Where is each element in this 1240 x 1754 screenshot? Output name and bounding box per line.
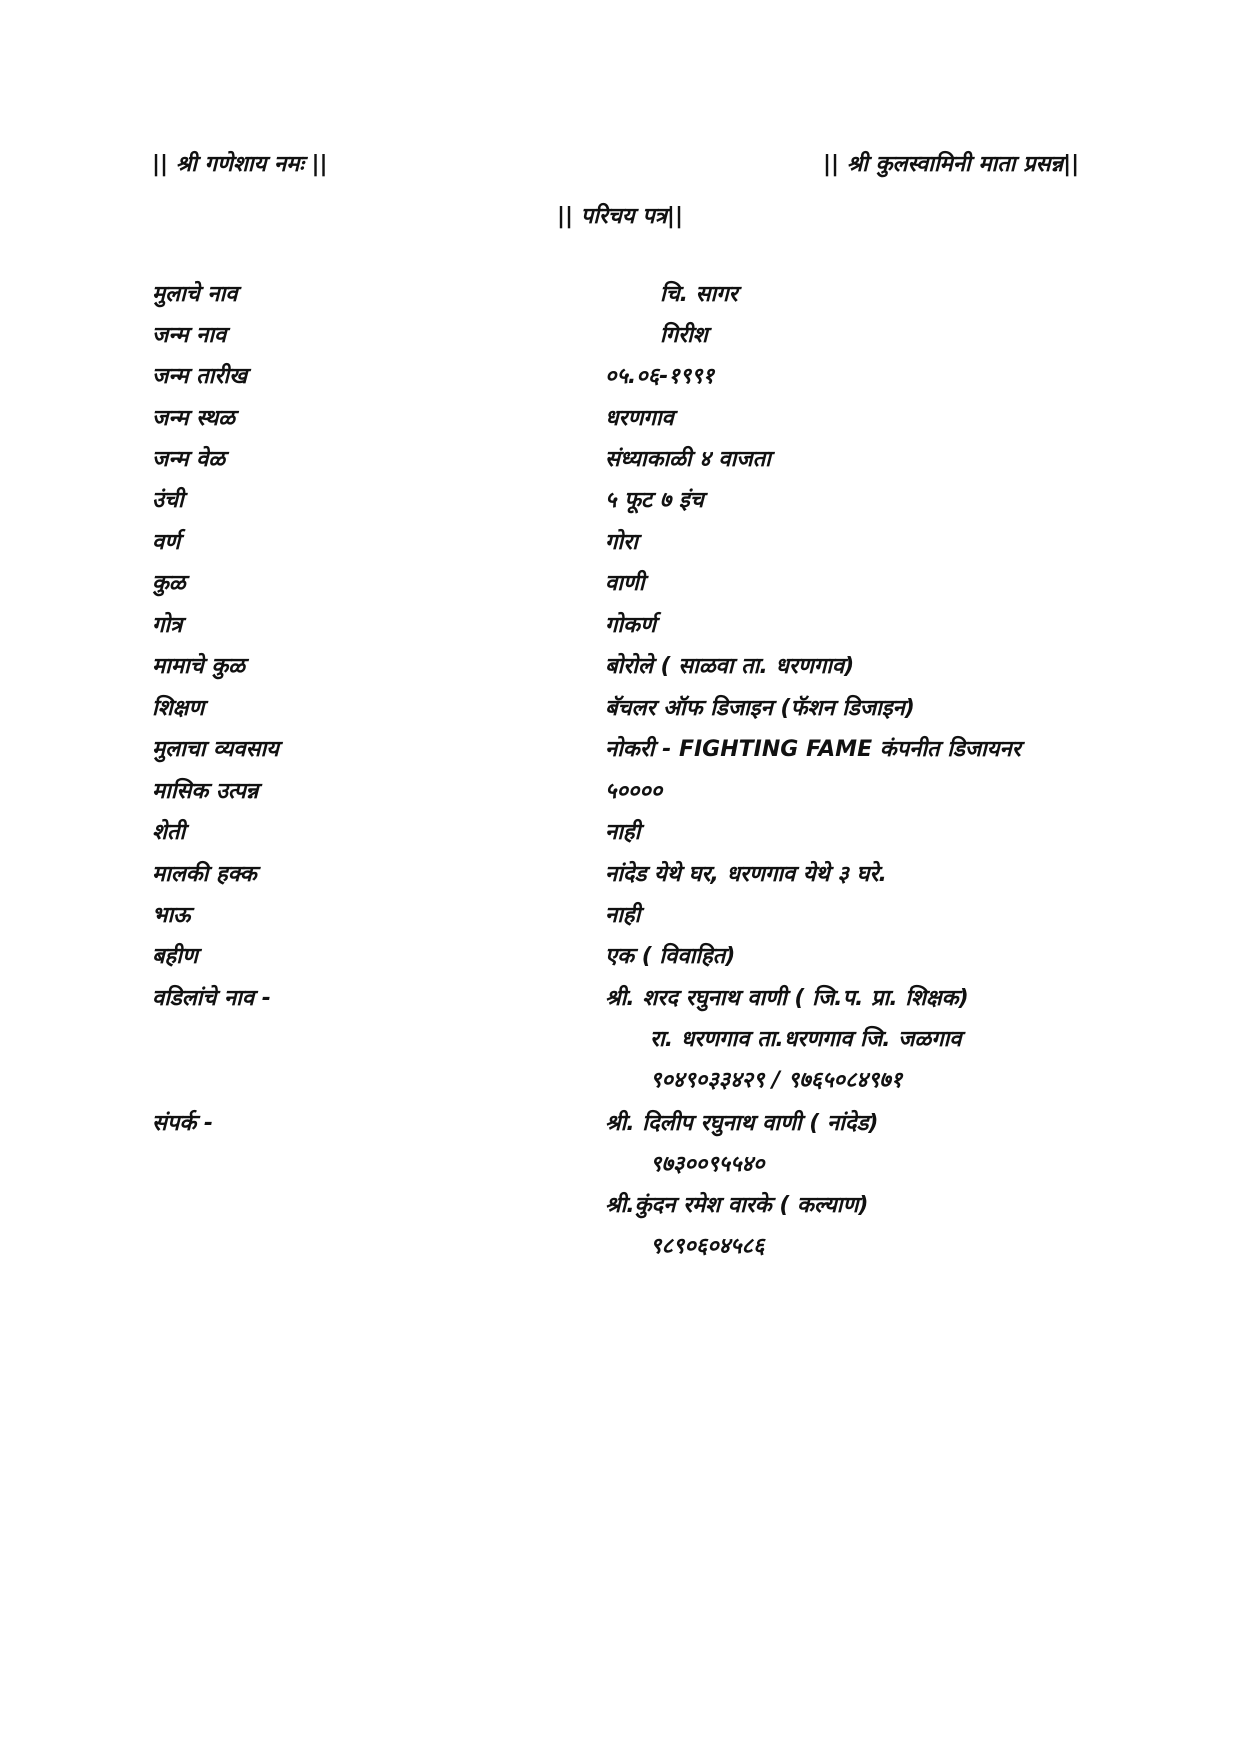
label-brother: भाऊ (152, 903, 191, 928)
father-address: रा. धरणगाव ता.धरणगाव जि. जळगाव (650, 1027, 962, 1052)
value-father-name: श्री. शरद रघुनाथ वाणी ( जि.प. प्रा. शिक्षक) (605, 986, 969, 1011)
contact-person2-phone: ९८९०६०४५८६ (650, 1234, 765, 1259)
contact-person1-name: श्री. दिलीप रघुनाथ वाणी ( नांदेड) (605, 1111, 879, 1136)
value-maternal-clan: बोरोले ( साळवा ता. धरणगाव) (605, 654, 855, 679)
label-birth-date: जन्म तारीख (152, 364, 248, 389)
value-education: बॅचलर ऑफ डिजाइन (फॅशन डिजाइन) (605, 696, 915, 721)
label-birth-name: जन्म नाव (152, 323, 227, 348)
label-monthly-income: मासिक उत्पन्न (152, 779, 259, 804)
label-contact: संपर्क - (152, 1111, 214, 1136)
value-birth-name: गिरीश (660, 323, 708, 348)
label-property: मालकी हक्क (152, 862, 257, 887)
value-birth-place: धरणगाव (605, 406, 674, 431)
label-sister: बहीण (152, 944, 198, 969)
label-occupation: मुलाचा व्यवसाय (152, 737, 279, 762)
label-height: उंची (152, 488, 184, 513)
document-title: || परिचय पत्र|| (556, 204, 684, 229)
invocation-left: || श्री गणेशाय नमः || (152, 152, 328, 177)
value-gotra: गोकर्ण (605, 613, 656, 638)
label-farming: शेती (152, 820, 186, 845)
value-monthly-income: ५०००० (605, 779, 663, 804)
value-height: ५ फूट ७ इंच (605, 488, 704, 513)
label-birth-time: जन्म वेळ (152, 447, 226, 472)
label-education: शिक्षण (152, 696, 205, 721)
label-boy-name: मुलाचे नाव (152, 282, 238, 307)
value-brother: नाही (605, 903, 641, 928)
label-gotra: गोत्र (152, 613, 183, 638)
contact-person2-name: श्री.कुंदन रमेश वारके ( कल्याण) (605, 1193, 869, 1218)
value-property: नांदेड येथे घर, धरणगाव येथे ३ घरे. (605, 862, 887, 887)
contact-person1-phone: ९७३००९५५४० (650, 1152, 765, 1177)
label-maternal-clan: मामाचे कुळ (152, 654, 245, 679)
value-birth-time: संध्याकाळी ४ वाजता (605, 447, 771, 472)
label-birth-place: जन्म स्थळ (152, 406, 236, 431)
value-birth-date: ०५.०६-१९९१ (605, 364, 715, 389)
label-father-name: वडिलांचे नाव - (152, 986, 271, 1011)
value-clan: वाणी (605, 571, 645, 596)
value-complexion: गोरा (605, 530, 638, 555)
value-boy-name: चि. सागर (660, 282, 738, 307)
value-occupation: नोकरी - FIGHTING FAME कंपनीत डिजायनर (605, 737, 1021, 762)
value-farming: नाही (605, 820, 641, 845)
father-phones: ९०४९०३३४२९ / ९७६५०८४९७१ (650, 1068, 903, 1093)
label-clan: कुळ (152, 571, 186, 596)
label-complexion: वर्ण (152, 530, 181, 555)
value-sister: एक ( विवाहित) (605, 944, 736, 969)
invocation-right: || श्री कुलस्वामिनी माता प्रसन्न|| (823, 152, 1080, 177)
